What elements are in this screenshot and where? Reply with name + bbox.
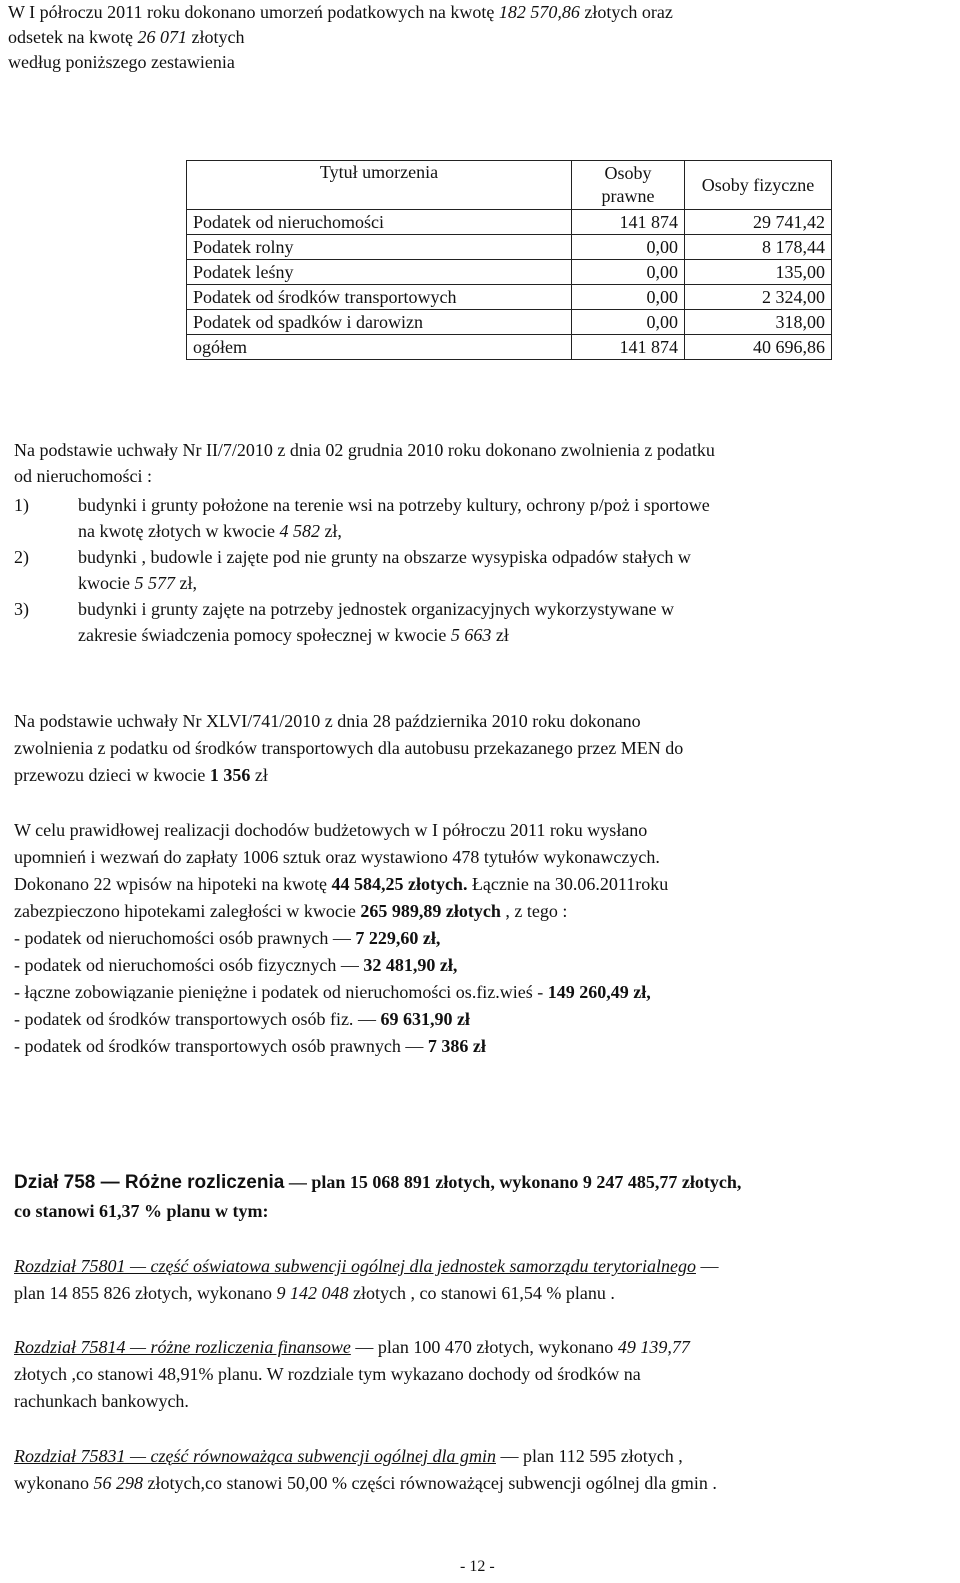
header-tytul: Tytuł umorzenia [187, 161, 572, 210]
zwolnienie-2-line-3: przewozu dzieci w kwocie 1 356 zł [14, 765, 268, 785]
rozdzial-75801-title: Rozdział 75801 — część oświatowa subwencji ogólnej dla jednostek samorządu terytorialnego — [14, 1256, 719, 1276]
list-item: - podatek od środków transportowych osób fiz. — 69 631,90 zł [14, 1009, 470, 1029]
table-row: Podatek od nieruchomości 141 874 29 741,42 [187, 210, 832, 235]
list-item: 1) budynki i grunty położone na terenie wsi na potrzeby kultury, ochrony p/poż i sportowe na kwotę złotych w kwocie 4 582 zł, [14, 495, 710, 541]
odsetki-amount: 26 071 [137, 27, 187, 47]
umorzenia-table [186, 160, 832, 360]
intro-line-2: odsetek na kwotę 26 071 złotych [8, 27, 245, 47]
zwolnienie-1-line-2: od nieruchomości : [14, 466, 152, 486]
umorzenia-amount: 182 570,86 [498, 2, 580, 22]
dzial-758-line-2: co stanowi 61,37 % planu w tym: [14, 1201, 269, 1221]
header-osoby-fizyczne: Osoby fizyczne [685, 161, 832, 210]
intro-line-3: według poniższego zestawienia [8, 52, 235, 72]
list-item: 3) budynki i grunty zajęte na potrzeby jednostek organizacyjnych wykorzystywane w zakresie świadczenia pomocy społecznej w kwocie 5 663 zł [14, 599, 674, 645]
table-row-total: ogółem 141 874 40 696,86 [187, 335, 832, 360]
rozdzial-75814-line-3: rachunkach bankowych. [14, 1391, 189, 1411]
rozdzial-75814-line-2: złotych ,co stanowi 48,91% planu. W rozdziale tym wykazano dochody od środków na [14, 1364, 641, 1384]
rozdzial-75831-title: Rozdział 75831 — część równoważąca subwencji ogólnej dla gmin — plan 112 595 złotych , [14, 1446, 683, 1466]
dzial-758-heading: Dział 758 — Różne rozliczenia — plan 15 068 891 złotych, wykonano 9 247 485,77 złotych, [14, 1172, 742, 1193]
upomnienia-line-2: upomnień i wezwań do zapłaty 1006 sztuk oraz wystawiono 478 tytułów wykonawczych. [14, 847, 660, 867]
rozdzial-75801-line-2: plan 14 855 826 złotych, wykonano 9 142 048 złotych , co stanowi 61,54 % planu . [14, 1283, 615, 1303]
upomnienia-line-1: W celu prawidłowej realizacji dochodów budżetowych w I półroczu 2011 roku wysłano [14, 820, 648, 840]
intro-paragraph [8, 0, 673, 75]
table-row: Podatek od spadków i darowizn 0,00 318,00 [187, 310, 832, 335]
zwolnienie-1-line-1: Na podstawie uchwały Nr II/7/2010 z dnia 02 grudnia 2010 roku dokonano zwolnienia z podatku [14, 440, 715, 460]
table-row: Podatek od środków transportowych 0,00 2 324,00 [187, 285, 832, 310]
page-number: - 12 - [460, 1558, 495, 1575]
rozdzial-75814-title: Rozdział 75814 — różne rozliczenia finansowe — plan 100 470 złotych, wykonano 49 139,77 [14, 1337, 690, 1357]
zwolnienia-list [14, 492, 710, 648]
table-header-row [187, 161, 832, 210]
list-item: 2) budynki , budowle i zajęte pod nie grunty na obszarze wysypiska odpadów stałych w kwocie 5 577 zł, [14, 547, 691, 593]
zwolnienie-2-line-1: Na podstawie uchwały Nr XLVI/741/2010 z dnia 28 października 2010 roku dokonano [14, 711, 641, 731]
upomnienia-line-3: Dokonano 22 wpisów na hipoteki na kwotę 44 584,25 złotych. Łącznie na 30.06.2011roku [14, 874, 669, 894]
header-osoby-prawne: Osoby prawne [572, 161, 685, 210]
list-item: - łączne zobowiązanie pieniężne i podatek od nieruchomości os.fiz.wieś - 149 260,49 zł, [14, 982, 651, 1002]
list-item: - podatek od środków transportowych osób prawnych — 7 386 zł [14, 1036, 486, 1056]
list-item: - podatek od nieruchomości osób fizycznych — 32 481,90 zł, [14, 955, 458, 975]
table-row: Podatek rolny 0,00 8 178,44 [187, 235, 832, 260]
table-row: Podatek leśny 0,00 135,00 [187, 260, 832, 285]
list-item: - podatek od nieruchomości osób prawnych — 7 229,60 zł, [14, 928, 441, 948]
rozdzial-75831-line-2: wykonano 56 298 złotych,co stanowi 50,00 % części równoważącej subwencji ogólnej dla gmin . [14, 1473, 717, 1493]
zwolnienie-2-line-2: zwolnienia z podatku od środków transportowych dla autobusu przekazanego przez MEN do [14, 738, 684, 758]
upomnienia-line-4: zabezpieczono hipotekami zaległości w kwocie 265 989,89 złotych , z tego : [14, 901, 568, 921]
intro-line-1: W I półroczu 2011 roku dokonano umorzeń podatkowych na kwotę 182 570,86 złotych oraz [8, 2, 673, 22]
